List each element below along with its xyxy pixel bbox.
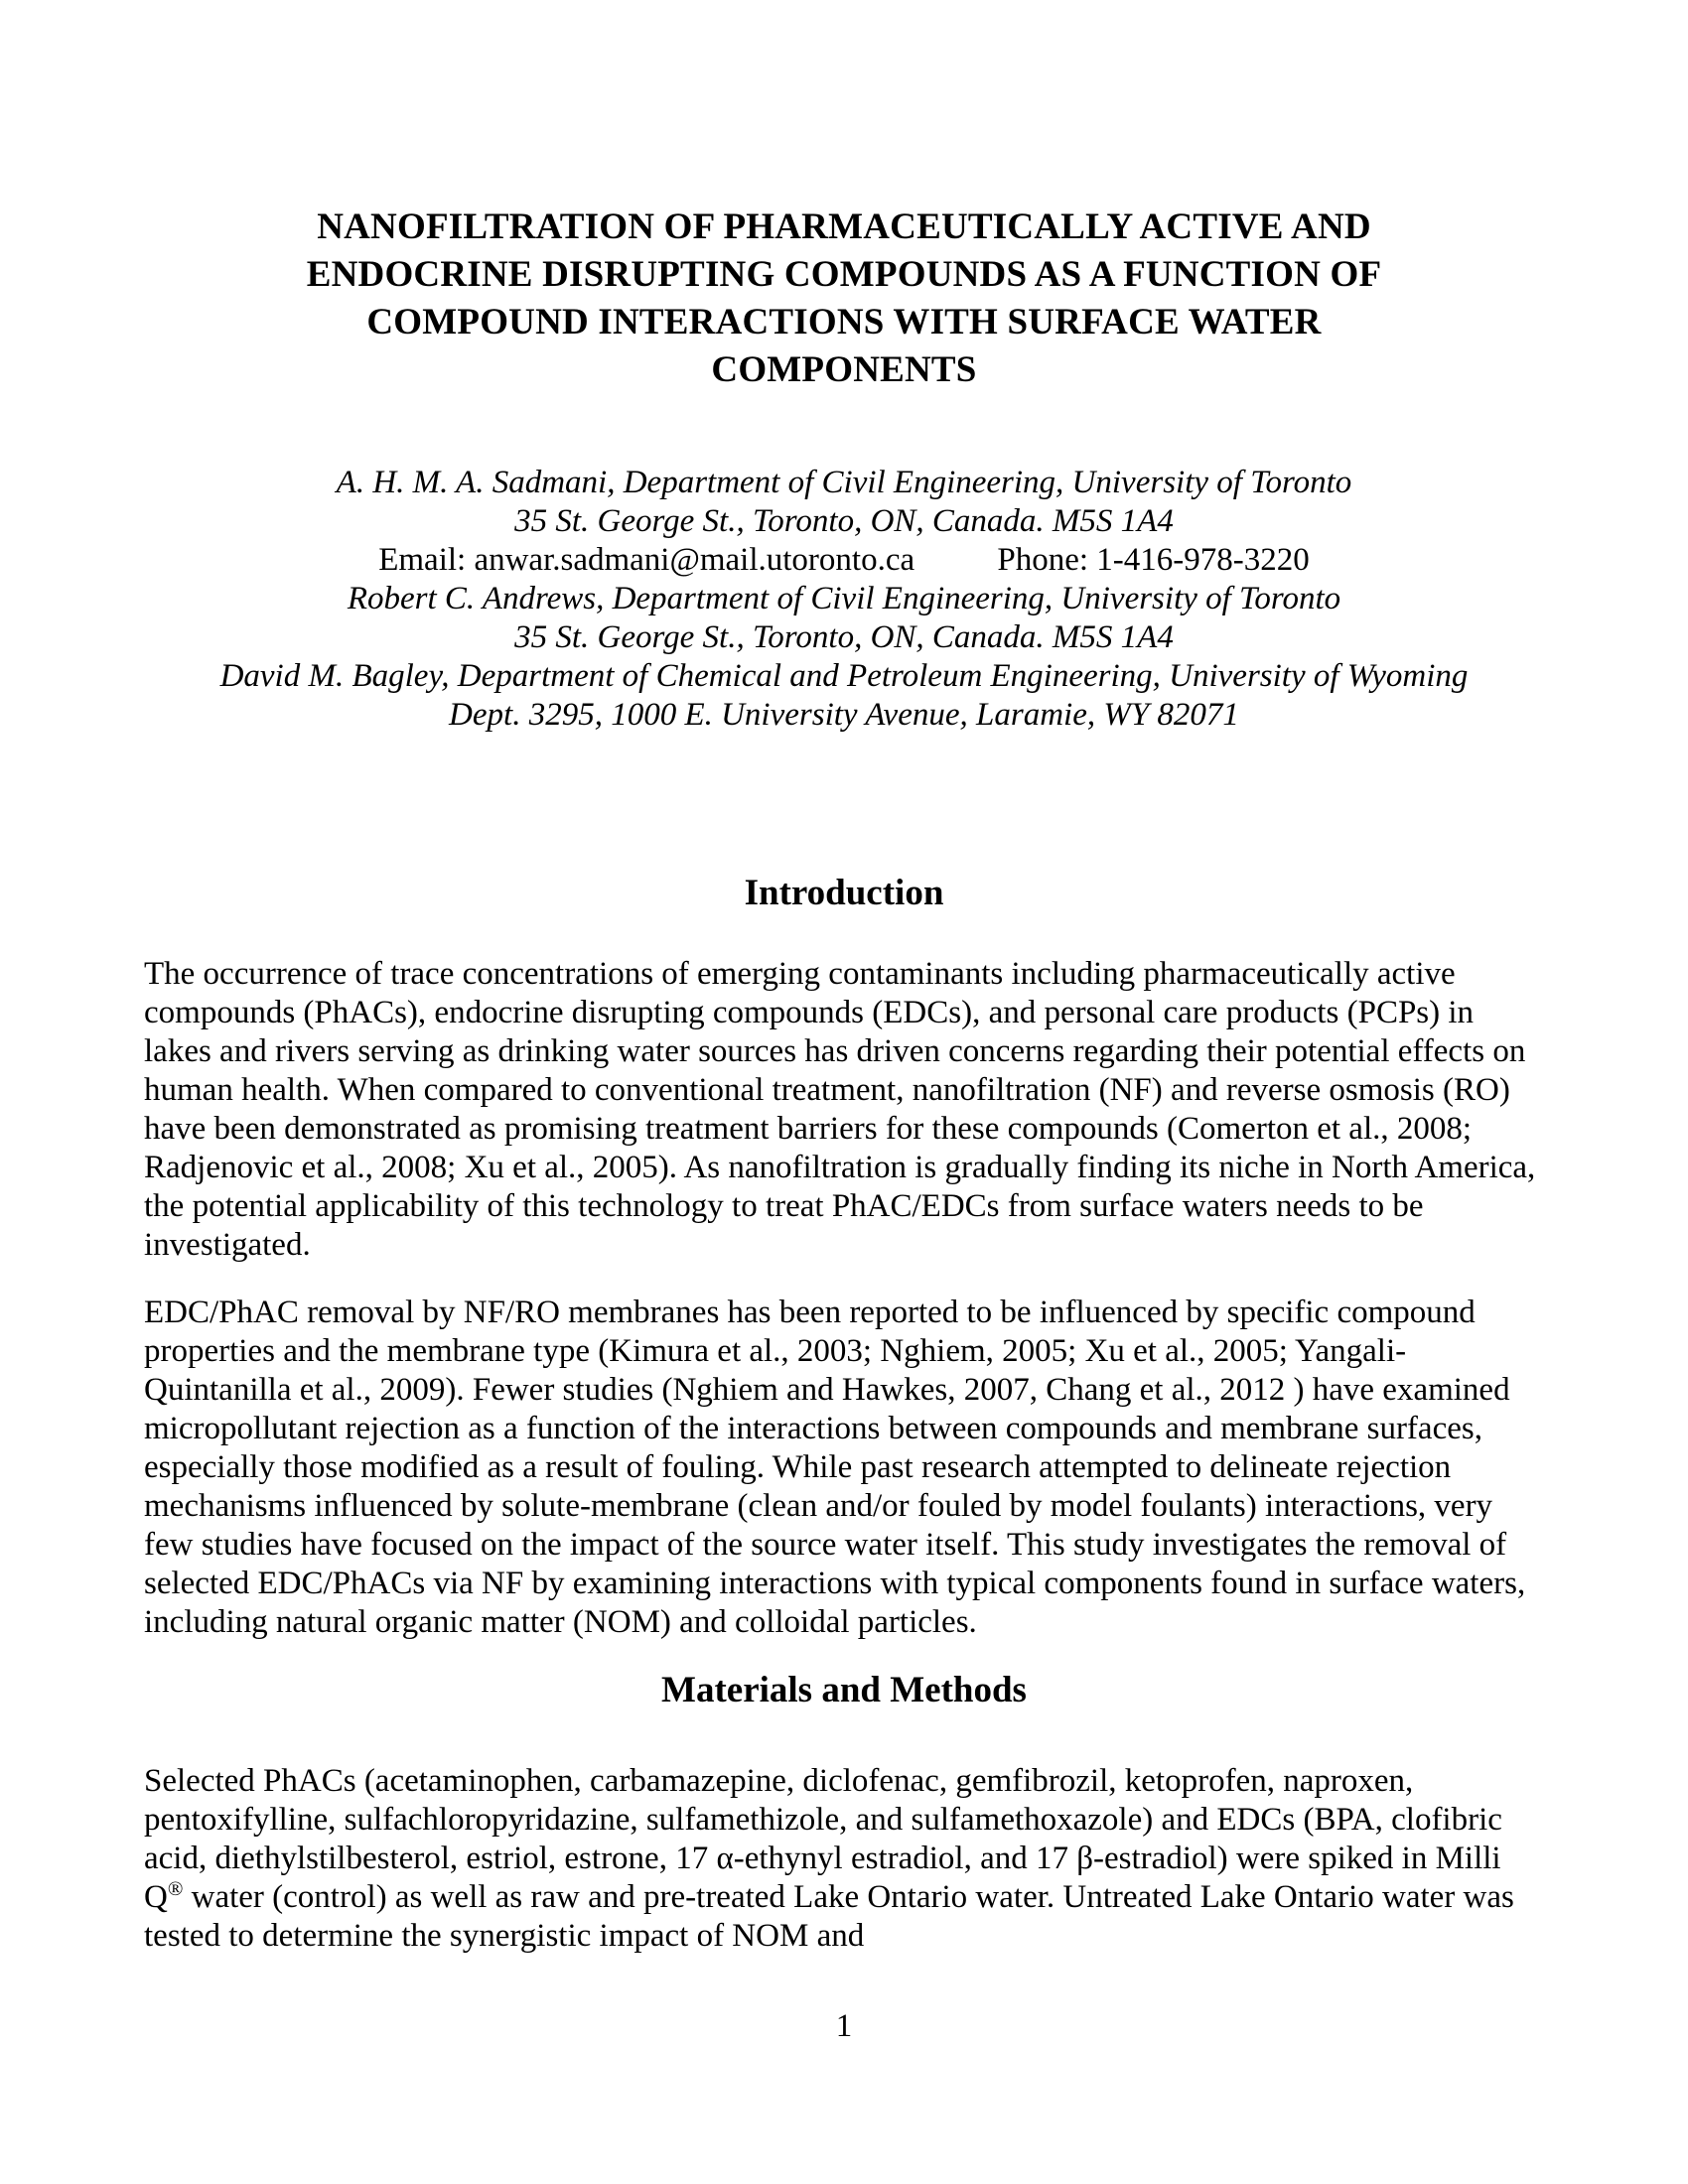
author-address-sadmani: 35 St. George St., Toronto, ON, Canada. M5S 1A4: [514, 503, 1174, 539]
author-address-andrews: 35 St. George St., Toronto, ON, Canada. M5S 1A4: [514, 619, 1174, 655]
title-line-2: ENDOCRINE DISRUPTING COMPOUNDS AS A FUNCTION OF: [306, 254, 1382, 295]
page-number: 1: [835, 2008, 853, 2044]
section-heading-introduction: Introduction: [744, 873, 944, 913]
contact-line: [144, 541, 1544, 580]
author-affiliation-sadmani: A. H. M. A. Sadmani, Department of Civil Engineering, University of Toronto: [336, 465, 1352, 500]
paragraph-intro-2: EDC/PhAC removal by NF/RO membranes has been reported to be influenced by specific compound properties and the membrane type (Kimura et al., 2003; Nghiem, 2005; Xu et al., 2005; Yangali-Quintanilla et al., 2009). Fewer studies (Nghiem and Hawkes, 2007, Chang et al., 2012 ) have examined micropollutant rejection as a function of the interactions between compounds and membrane surfaces, especially those modified as a result of fouling. While past research attempted to delineate rejection mechanisms influenced by solute-membrane (clean and/or fouled by model foulants) interactions, very few studies have focused on the impact of the source water itself. This study investigates the removal of selected EDC/PhACs via NF by examining interactions with typical components found in surface waters, including natural organic matter (NOM) and colloidal particles.: [144, 1295, 1526, 1640]
materials-text-after-trademark: water (control) as well as raw and pre-treated Lake Ontario water. Untreated Lake Ontario water was tested to determine the synergistic impact of NOM and: [144, 1879, 1514, 1954]
title-line-4: COMPONENTS: [711, 349, 977, 390]
title-line-3: COMPOUND INTERACTIONS WITH SURFACE WATER: [366, 302, 1322, 342]
title-line-1: NANOFILTRATION OF PHARMACEUTICALLY ACTIVE AND: [317, 206, 1371, 247]
section-heading-materials: Materials and Methods: [661, 1670, 1027, 1710]
author-block: [144, 464, 1544, 735]
author-affiliation-bagley: David M. Bagley, Department of Chemical and Petroleum Engineering, University of Wyoming: [219, 658, 1469, 694]
author-address-bagley: Dept. 3295, 1000 E. University Avenue, Laramie, WY 82071: [449, 697, 1239, 733]
author-phone: Phone: 1-416-978-3220: [997, 542, 1310, 578]
registered-trademark-symbol: ®: [167, 1878, 184, 1900]
paragraph-intro-1: The occurrence of trace concentrations of emerging contaminants including pharmaceutically active compounds (PhACs), endocrine disrupting compounds (EDCs), and personal care products (PCPs) in lakes and rivers serving as drinking water sources has driven concerns regarding their potential effects on human health. When compared to conventional treatment, nanofiltration (NF) and reverse osmosis (RO) have been demonstrated as promising treatment barriers for these compounds (Comerton et al., 2008; Radjenovic et al., 2008; Xu et al., 2005). As nanofiltration is gradually finding its niche in North America, the potential applicability of this technology to treat PhAC/EDCs from surface waters needs to be investigated.: [144, 956, 1536, 1263]
paragraph-materials-1: [144, 1762, 1544, 1956]
author-email: Email: anwar.sadmani@mail.utoronto.ca: [378, 542, 915, 578]
paper-title: [144, 0, 1544, 394]
author-affiliation-andrews: Robert C. Andrews, Department of Civil Engineering, University of Toronto: [347, 581, 1341, 616]
materials-text-before-trademark: Selected PhACs (acetaminophen, carbamazepine, diclofenac, gemfibrozil, ketoprofen, naproxen, pentoxifylline, sulfachloropyridazine, sulfamethizole, and sulfamethoxazole) and EDCs (BPA, clofibric acid, diethylstilbesterol, estriol, estrone, 17 α-ethynyl estradiol, and 17 β-estradiol) were spiked in Milli Q: [144, 1763, 1502, 1915]
